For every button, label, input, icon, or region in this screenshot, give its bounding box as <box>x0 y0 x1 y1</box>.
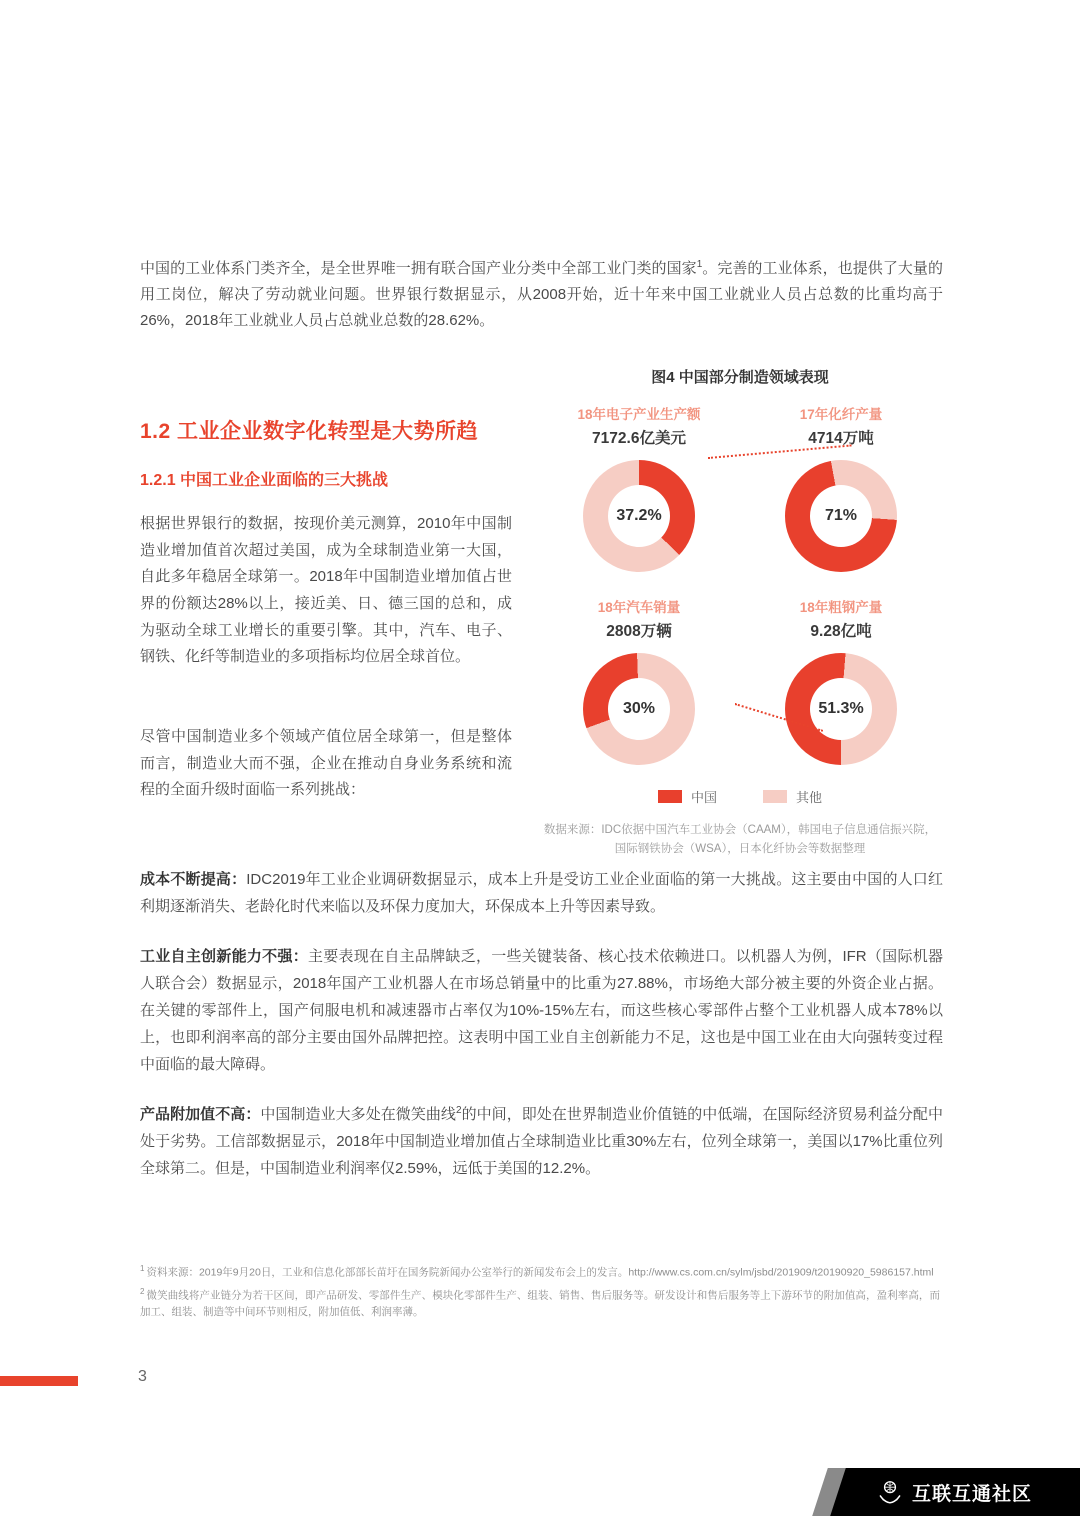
legend-label-china: 中国 <box>690 790 717 805</box>
footnote-marker: 2 <box>140 1286 145 1296</box>
chart-legend <box>538 787 942 806</box>
chart-value: 9.28亿吨 <box>810 623 872 640</box>
legend-swatch-other <box>763 790 787 803</box>
data-source-note: 数据来源：IDC依据中国汽车工业协会（CAAM），韩国电子信息通信振兴院，国际钢铁协会（WSA），日本化纤协会等数据整理 <box>543 824 937 855</box>
chart-label: 18年汽车销量 <box>597 600 681 615</box>
donut-chart-grid <box>538 403 942 765</box>
footnotes <box>140 1263 940 1325</box>
chart-label: 18年粗钢产量 <box>799 600 883 615</box>
body-paragraph-2: 尽管中国制造业多个领域产值位居全球第一，但是整体而言，制造业大而不强，企业在推动自身业务系统和流程的全面升级时面临一系列挑战： <box>140 728 512 799</box>
legend-label-other: 其他 <box>796 790 823 805</box>
legend-swatch-china <box>658 790 682 803</box>
challenge-lead: 成本不断提高： <box>140 871 247 888</box>
intro-text: 中国的工业体系门类齐全，是全世界唯一拥有联合国产业分类中全部工业门类的国家 <box>140 260 697 277</box>
legend-item-other <box>763 787 822 806</box>
challenge-lead: 工业自主创新能力不强： <box>140 948 308 965</box>
donut-percentage: 51.3% <box>818 700 864 717</box>
footnote-1 <box>140 1263 940 1281</box>
footer-logo-text: 互联互通社区 <box>911 1483 1032 1505</box>
challenge-text: 中国制造业大多处在微笑曲线 <box>260 1106 456 1123</box>
challenge-text-cont: 的中间，即处在世界制造业价值链的中低端，在国际经济贸易利益分配中处于劣势。工信部数据显示，2018年中国制造业增加值占全球制造业比重30%左右，位列全球第一，美国以17%比重位列全球第二。但是，中国制造业利润率仅2.59%，远低于美国的12.2%。 <box>140 1106 943 1177</box>
footnote-ref-2: 2 <box>455 1105 462 1116</box>
chart-value: 4714万吨 <box>808 430 874 447</box>
chart-value: 7172.6亿美元 <box>592 430 686 447</box>
donut-percentage: 30% <box>622 700 656 717</box>
figure-title: 图4 中国部分制造领域表现 <box>651 369 829 386</box>
donut-chart-chemical-fiber <box>740 403 942 572</box>
donut-ring <box>785 460 897 572</box>
challenge-lead: 产品附加值不高： <box>140 1106 261 1123</box>
footer-logo-bar <box>828 1468 1080 1516</box>
donut-ring <box>785 653 897 765</box>
donut-ring <box>583 460 695 572</box>
chart-label: 17年化纤产量 <box>799 407 883 422</box>
challenge-innovation <box>140 943 943 1078</box>
challenge-text: IDC2019年工业企业调研数据显示，成本上升是受访工业企业面临的第一大挑战。这主要由中国的人口红利期逐渐消失、老龄化时代来临以及环保力度加大，环保成本上升等因素导致。 <box>140 871 943 915</box>
footnote-text: 微笑曲线将产业链分为若干区间，即产品研发、零部件生产、模块化零部件生产、组装、销售、售后服务等。研发设计和售后服务等上下游环节的附加值高，盈利率高，而加工、组装、制造等中间环节则相反，附加值低、利润率薄。 <box>140 1289 940 1318</box>
donut-chart-crude-steel <box>740 596 942 765</box>
legend-item-china <box>658 787 717 806</box>
footnote-ref-1: 1 <box>696 259 703 270</box>
challenges-section <box>140 866 943 1205</box>
donut-chart-autos <box>538 596 740 765</box>
footnote-text: 资料来源：2019年9月20日，工业和信息化部部长苗圩在国务院新闻办公室举行的新闻发布会上的发言。http://www.cs.com.cn/sylm/jsbd/201909/t20190920_5986157.html <box>146 1266 934 1279</box>
donut-percentage: 37.2% <box>616 507 662 524</box>
chart-value: 2808万辆 <box>606 623 672 640</box>
challenge-value-added <box>140 1101 943 1182</box>
intro-paragraph <box>140 256 943 333</box>
challenge-text: 主要表现在自主品牌缺乏，一些关键装备、核心技术依赖进口。以机器人为例，IFR（国际机器人联合会）数据显示，2018年国产工业机器人在市场总销量中的比重为27.88%，市场绝大部分被主要的外资企业占据。在关键的零部件上，国产伺服电机和减速器市占率仅为10%-15%左右，而这些核心零部件占整个工业机器人成本78%以上，也即利润率高的部分主要由国外品牌把控。这表明中国工业自主创新能力不足，这也是中国工业在由大向强转变过程中面临的最大障碍。 <box>140 948 943 1073</box>
footnote-2 <box>140 1286 940 1320</box>
footnote-marker: 1 <box>140 1264 145 1273</box>
challenge-cost <box>140 866 943 920</box>
footer-notch-decoration <box>812 1468 846 1516</box>
section-subtitle: 1.2.1 中国工业企业面临的三大挑战 <box>140 472 389 489</box>
intro-text-cont: 。完善的工业体系，也提供了大量的用工岗位，解决了劳动就业问题。世界银行数据显示，从2008开始，近十年来中国工业就业人员占总数的比重均高于26%，2018年工业就业人员占总就业总数的28.62%。 <box>140 260 943 329</box>
body-paragraph-1: 根据世界银行的数据，按现价美元测算，2010年中国制造业增加值首次超过美国，成为全球制造业第一大国，自此多年稳居全球第一。2018年中国制造业增加值占世界的份额达28%以上，接近美、日、德三国的总和，成为驱动全球工业增长的重要引擎。其中，汽车、电子、钢铁、化纤等制造业的多项指标均位居全球首位。 <box>140 515 512 666</box>
donut-percentage: 71% <box>824 507 858 524</box>
donut-ring <box>583 653 695 765</box>
figure-4 <box>538 366 942 859</box>
section-title: 1.2 工业企业数字化转型是大势所趋 <box>140 420 479 443</box>
page-number: 3 <box>138 1368 147 1385</box>
donut-chart-electronics <box>538 403 740 572</box>
community-logo-icon <box>876 1478 904 1506</box>
page-number-accent-bar <box>0 1376 78 1386</box>
chart-label: 18年电子产业生产额 <box>577 407 701 422</box>
